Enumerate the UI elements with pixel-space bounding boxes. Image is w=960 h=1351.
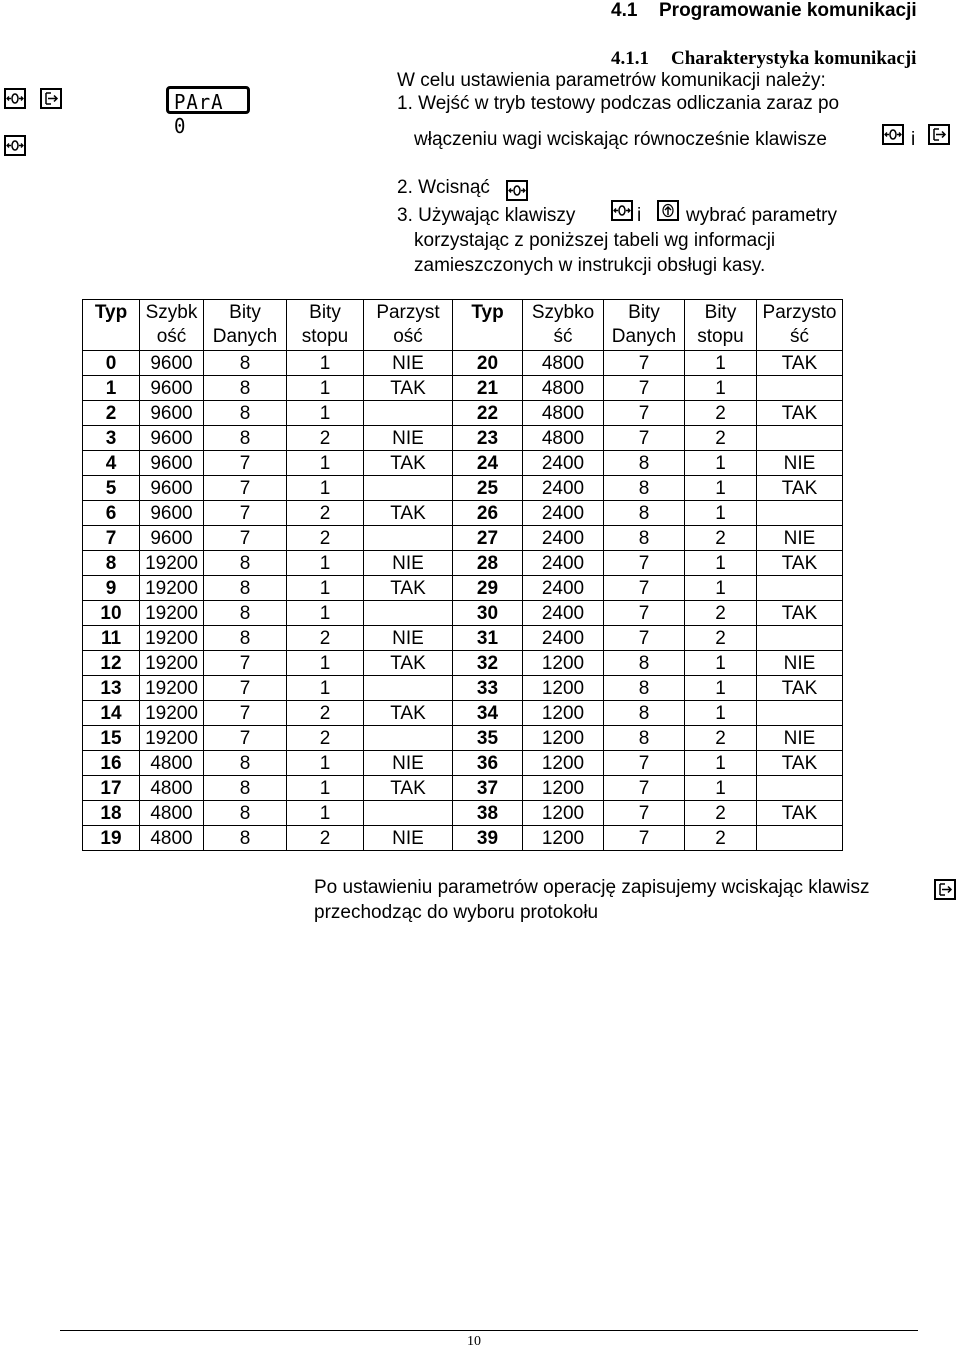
table-cell	[757, 626, 843, 651]
table-header-row	[83, 300, 843, 351]
table-cell: 1	[287, 576, 364, 601]
table-cell: 1	[685, 351, 757, 376]
table-row	[83, 626, 843, 651]
column-header	[685, 300, 757, 351]
table-cell: 2	[685, 401, 757, 426]
table-cell	[757, 776, 843, 801]
table-cell: 7	[604, 751, 685, 776]
table-row	[83, 451, 843, 476]
table-cell: 18	[83, 801, 140, 826]
table-cell: TAK	[757, 801, 843, 826]
table-cell: 1200	[523, 726, 604, 751]
table-cell: 2	[287, 426, 364, 451]
table-cell: 2	[685, 801, 757, 826]
table-cell: 7	[204, 701, 287, 726]
table-cell: 2400	[523, 451, 604, 476]
step-1-and: i	[911, 129, 916, 150]
table-cell: TAK	[364, 376, 453, 401]
column-header	[757, 300, 843, 351]
table-cell: 7	[204, 676, 287, 701]
table-cell: 4800	[523, 376, 604, 401]
table-cell: 7	[204, 501, 287, 526]
table-cell: NIE	[364, 626, 453, 651]
table-cell: 38	[453, 801, 523, 826]
table-row	[83, 401, 843, 426]
table-cell: 8	[604, 651, 685, 676]
table-cell: 7	[604, 376, 685, 401]
table-row	[83, 426, 843, 451]
zero-key-icon	[506, 180, 528, 201]
table-cell: 2	[287, 726, 364, 751]
section-heading	[611, 0, 917, 22]
footer-rule	[60, 1330, 918, 1331]
table-cell: 19200	[140, 576, 204, 601]
table-cell: 1	[685, 451, 757, 476]
column-header-line-1: Szybk	[145, 302, 198, 323]
table-cell: TAK	[757, 676, 843, 701]
section-title: Programowanie komunikacji	[659, 0, 917, 21]
table-cell: 4800	[140, 826, 204, 851]
table-cell: 37	[453, 776, 523, 801]
table-cell: 7	[604, 626, 685, 651]
table-cell: 2	[287, 701, 364, 726]
table-cell: 8	[604, 726, 685, 751]
table-cell: 10	[83, 601, 140, 626]
table-cell: 31	[453, 626, 523, 651]
table-cell: TAK	[757, 476, 843, 501]
table-cell: 23	[453, 426, 523, 451]
table-cell: 1	[287, 401, 364, 426]
table-row	[83, 776, 843, 801]
table-cell: 19200	[140, 651, 204, 676]
table-cell	[757, 426, 843, 451]
step-1-line-1: 1. Wejść w tryb testowy podczas odliczania zaraz po	[397, 93, 840, 114]
table-cell: 32	[453, 651, 523, 676]
table-cell: NIE	[757, 451, 843, 476]
table-cell: 2400	[523, 601, 604, 626]
closing-line-2: przechodząc do wyboru protokołu	[314, 902, 599, 923]
table-cell: 1200	[523, 826, 604, 851]
column-header-line-2: ść	[790, 326, 809, 347]
table-cell: 4	[83, 451, 140, 476]
table-cell: 8	[83, 551, 140, 576]
table-cell: 16	[83, 751, 140, 776]
table-row	[83, 526, 843, 551]
step-3-line-3: zamieszczonych w instrukcji obsługi kasy.	[414, 255, 766, 276]
table-cell	[364, 676, 453, 701]
table-cell: 1	[287, 351, 364, 376]
table-cell: 1	[685, 701, 757, 726]
table-cell: 2400	[523, 576, 604, 601]
table-row	[83, 351, 843, 376]
table-cell: 2	[685, 601, 757, 626]
step-3-part-2: wybrać parametry	[686, 205, 837, 226]
table-cell: NIE	[364, 826, 453, 851]
table-cell: NIE	[757, 726, 843, 751]
table-cell	[364, 801, 453, 826]
table-cell: 8	[204, 801, 287, 826]
table-cell: 9600	[140, 501, 204, 526]
table-row	[83, 726, 843, 751]
table-cell: 2	[287, 826, 364, 851]
subsection-number: 4.1.1	[611, 48, 649, 69]
table-cell: 33	[453, 676, 523, 701]
table-cell: 9600	[140, 376, 204, 401]
table-cell: NIE	[757, 526, 843, 551]
page-number: 10	[467, 1334, 481, 1349]
table-cell: 2	[287, 526, 364, 551]
table-cell: 1	[685, 576, 757, 601]
table-cell: 8	[204, 776, 287, 801]
column-header-line-2: Danych	[611, 326, 677, 347]
table-cell: 1	[287, 451, 364, 476]
table-cell: 6	[83, 501, 140, 526]
table-cell: 8	[204, 401, 287, 426]
table-row	[83, 826, 843, 851]
table-row	[83, 751, 843, 776]
table-cell: 1	[83, 376, 140, 401]
column-header-line-1: Bity	[229, 302, 261, 323]
column-header-line-2: stopu	[697, 326, 744, 347]
table-cell: 7	[204, 726, 287, 751]
table-cell: 39	[453, 826, 523, 851]
table-cell: TAK	[364, 501, 453, 526]
table-cell: 1	[685, 676, 757, 701]
table-cell	[757, 701, 843, 726]
table-cell: 8	[204, 626, 287, 651]
zero-key-icon	[4, 88, 26, 109]
table-row	[83, 701, 843, 726]
table-cell: 7	[604, 601, 685, 626]
table-body	[83, 351, 843, 851]
table-cell: 4800	[140, 751, 204, 776]
table-cell: 8	[204, 551, 287, 576]
table-cell: 1	[685, 551, 757, 576]
table-cell: 2400	[523, 476, 604, 501]
table-cell: TAK	[364, 651, 453, 676]
table-cell: 4800	[523, 401, 604, 426]
table-cell: 8	[204, 601, 287, 626]
table-cell: 26	[453, 501, 523, 526]
table-cell: 2	[685, 826, 757, 851]
scale-display	[166, 86, 250, 138]
table-row	[83, 576, 843, 601]
column-header-line-1: Bity	[309, 302, 341, 323]
table-cell: 3	[83, 426, 140, 451]
up-arrow-key-icon	[657, 200, 679, 221]
table-cell: 1	[287, 601, 364, 626]
table-cell: 1	[287, 476, 364, 501]
table-row	[83, 676, 843, 701]
table-cell: 7	[604, 351, 685, 376]
table-cell: 1200	[523, 701, 604, 726]
table-row	[83, 551, 843, 576]
table-cell: 2	[685, 526, 757, 551]
zero-key-icon	[882, 124, 904, 145]
column-header-line-1: Typ	[471, 302, 504, 323]
table-cell: 8	[604, 476, 685, 501]
column-header-line-1: Bity	[628, 302, 660, 323]
table-cell: 8	[604, 501, 685, 526]
table-cell: TAK	[757, 351, 843, 376]
table-cell: 9600	[140, 476, 204, 501]
table-cell: 9600	[140, 401, 204, 426]
table-cell: 12	[83, 651, 140, 676]
step-1-line-2: włączeniu wagi wciskając równocześnie klawisze	[414, 129, 827, 150]
table-cell: 1	[287, 551, 364, 576]
table-cell: 22	[453, 401, 523, 426]
table-cell: 29	[453, 576, 523, 601]
zero-key-icon	[4, 135, 26, 156]
column-header-line-1: Typ	[94, 302, 128, 323]
table-cell: 4800	[523, 426, 604, 451]
table-cell	[757, 826, 843, 851]
table-cell: 1	[685, 776, 757, 801]
table-cell: 2400	[523, 526, 604, 551]
table-cell: TAK	[364, 576, 453, 601]
column-header-line-2: Danych	[212, 326, 278, 347]
enter-key-icon	[934, 879, 956, 900]
zero-key-icon	[611, 200, 633, 221]
table-cell: TAK	[757, 601, 843, 626]
display-text: PArA 0	[174, 90, 224, 138]
table-cell: NIE	[364, 426, 453, 451]
table-cell	[757, 501, 843, 526]
column-header	[287, 300, 364, 351]
table-cell: 2	[685, 726, 757, 751]
table-cell: 1200	[523, 801, 604, 826]
section-number: 4.1	[611, 0, 638, 21]
table-cell: 7	[204, 451, 287, 476]
table-cell: 0	[83, 351, 140, 376]
table-cell	[364, 726, 453, 751]
table-cell: 1	[287, 776, 364, 801]
table-cell: 5	[83, 476, 140, 501]
table-cell: NIE	[364, 551, 453, 576]
table-cell: 24	[453, 451, 523, 476]
table-cell: 2	[287, 501, 364, 526]
table-cell: 19200	[140, 601, 204, 626]
enter-key-icon	[40, 88, 62, 109]
table-cell: 1	[685, 476, 757, 501]
table-cell: 1200	[523, 676, 604, 701]
table-cell: NIE	[757, 651, 843, 676]
table-row	[83, 501, 843, 526]
table-cell: 21	[453, 376, 523, 401]
table-cell: 4800	[140, 801, 204, 826]
table-row	[83, 601, 843, 626]
table-cell: 7	[204, 476, 287, 501]
enter-key-icon	[928, 124, 950, 145]
table-cell: 2	[685, 626, 757, 651]
table-cell: 1	[685, 376, 757, 401]
table-cell: 19200	[140, 701, 204, 726]
table-cell: 8	[204, 576, 287, 601]
table-cell: 14	[83, 701, 140, 726]
table-cell: 2400	[523, 501, 604, 526]
table-row	[83, 476, 843, 501]
table-cell: 8	[604, 526, 685, 551]
table-cell: 7	[604, 776, 685, 801]
table-row	[83, 651, 843, 676]
table-cell: 8	[604, 451, 685, 476]
step-3-line-2: korzystając z poniższej tabeli wg informacji	[414, 230, 776, 251]
table-cell: 8	[204, 751, 287, 776]
table-cell: 28	[453, 551, 523, 576]
table-cell: 9600	[140, 526, 204, 551]
table-cell: 19200	[140, 726, 204, 751]
table-cell: 7	[604, 401, 685, 426]
table-cell: 34	[453, 701, 523, 726]
table-cell: 19	[83, 826, 140, 851]
table-cell: 1	[287, 676, 364, 701]
table-cell: 19200	[140, 626, 204, 651]
table-cell: 7	[604, 551, 685, 576]
table-cell: 13	[83, 676, 140, 701]
table-cell: 8	[604, 701, 685, 726]
table-cell: 11	[83, 626, 140, 651]
subsection-title: Charakterystyka komunikacji	[671, 48, 917, 69]
table-cell: 2	[685, 426, 757, 451]
table-cell: 1	[287, 376, 364, 401]
table-cell: 7	[83, 526, 140, 551]
subsection-heading	[611, 48, 916, 70]
table-cell: 9600	[140, 451, 204, 476]
column-header-line-1: Szybko	[531, 302, 595, 323]
table-cell: 27	[453, 526, 523, 551]
table-cell: 7	[604, 576, 685, 601]
table-cell: TAK	[757, 551, 843, 576]
table-cell: 1200	[523, 751, 604, 776]
table-cell: 9600	[140, 426, 204, 451]
table-cell	[364, 401, 453, 426]
column-header-line-1: Bity	[704, 302, 737, 323]
step-3-and: i	[637, 205, 642, 226]
table-cell	[757, 376, 843, 401]
column-header	[204, 300, 287, 351]
table-cell	[364, 476, 453, 501]
communication-parameters-table	[82, 299, 843, 851]
table-cell	[757, 576, 843, 601]
table-cell: 4800	[523, 351, 604, 376]
table-cell: 25	[453, 476, 523, 501]
table-cell: 19200	[140, 551, 204, 576]
table-cell: 20	[453, 351, 523, 376]
table-cell: 1	[685, 651, 757, 676]
table-cell: TAK	[757, 751, 843, 776]
column-header	[523, 300, 604, 351]
table-cell: 8	[204, 376, 287, 401]
column-header-line-2: ść	[553, 326, 573, 347]
table-cell: 7	[204, 526, 287, 551]
table-cell: 2400	[523, 551, 604, 576]
table-cell	[364, 526, 453, 551]
table-cell: 1	[287, 751, 364, 776]
table-cell: 17	[83, 776, 140, 801]
table-cell: 7	[604, 426, 685, 451]
column-header	[364, 300, 453, 351]
column-header-line-2: ość	[393, 326, 423, 347]
table-cell: 1	[287, 801, 364, 826]
table-cell: NIE	[364, 751, 453, 776]
table-row	[83, 801, 843, 826]
column-header	[83, 300, 140, 351]
table-cell: TAK	[364, 451, 453, 476]
closing-line-1: Po ustawieniu parametrów operację zapisujemy wciskając klawisz	[314, 877, 870, 898]
table-cell: 8	[604, 676, 685, 701]
column-header	[604, 300, 685, 351]
table-cell: 1	[685, 751, 757, 776]
column-header	[453, 300, 523, 351]
table-cell: 1	[287, 651, 364, 676]
table-cell: 2	[287, 626, 364, 651]
step-2-text: 2. Wcisnąć	[397, 177, 490, 198]
table-cell: 2	[83, 401, 140, 426]
table-cell: 36	[453, 751, 523, 776]
table-cell: 15	[83, 726, 140, 751]
column-header-line-1: Parzysto	[762, 302, 837, 323]
table-cell: 35	[453, 726, 523, 751]
table-cell: 8	[204, 426, 287, 451]
table-cell: 19200	[140, 676, 204, 701]
table-cell: 4800	[140, 776, 204, 801]
table-cell: 1200	[523, 651, 604, 676]
table-cell: 30	[453, 601, 523, 626]
step-3-part-1: 3. Używając klawiszy	[397, 205, 576, 226]
table-cell: 1200	[523, 776, 604, 801]
column-header	[140, 300, 204, 351]
table-cell: 8	[204, 351, 287, 376]
table-cell: TAK	[757, 401, 843, 426]
column-header-line-2: stopu	[301, 326, 349, 347]
table-cell: TAK	[364, 701, 453, 726]
table-cell: NIE	[364, 351, 453, 376]
table-cell: 8	[204, 826, 287, 851]
table-cell: 9	[83, 576, 140, 601]
intro-text: W celu ustawienia parametrów komunikacji należy:	[397, 70, 826, 91]
table-cell: 1	[685, 501, 757, 526]
table-cell: 2400	[523, 626, 604, 651]
table-row	[83, 376, 843, 401]
table-cell: 7	[604, 801, 685, 826]
table-cell: 9600	[140, 351, 204, 376]
table-cell	[364, 601, 453, 626]
column-header-line-2: ość	[156, 326, 187, 347]
column-header-line-1: Parzyst	[376, 302, 440, 323]
table-cell: TAK	[364, 776, 453, 801]
table-cell: 7	[604, 826, 685, 851]
table-cell: 7	[204, 651, 287, 676]
